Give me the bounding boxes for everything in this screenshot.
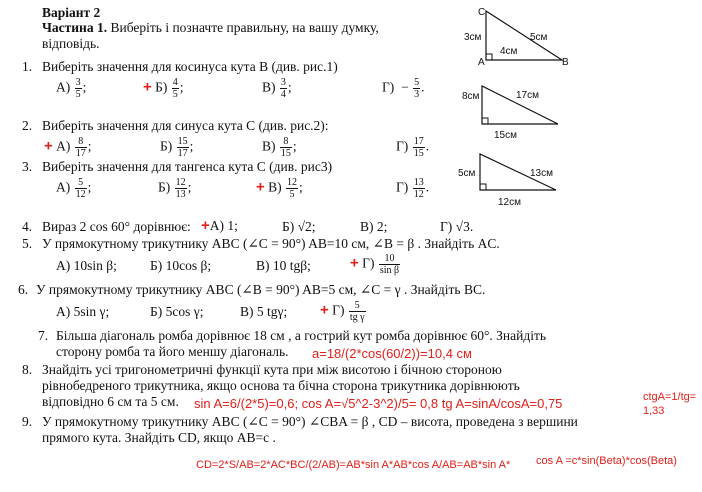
fraction: $\frac{4}{5}$	[172, 77, 178, 100]
variant-title: Варіант 2	[42, 5, 101, 20]
side-bc-label: 5см	[530, 32, 548, 43]
option-label: А)	[56, 179, 71, 195]
option-label: Г)	[362, 255, 375, 271]
option-label: А)	[56, 138, 71, 154]
q9-line2: прямого кута. Знайдіть CD, якщо AB=c .	[42, 430, 276, 445]
q1-number: 1.	[22, 59, 33, 74]
q7-answer: a=18/(2*cos(60/2))=10,4 см	[312, 346, 472, 361]
q8-number: 8.	[22, 362, 33, 377]
q9-number: 9.	[22, 414, 33, 429]
q8-answer-ctg-value: 1,33	[643, 405, 665, 417]
fraction: $\frac{3}{5}$	[75, 77, 81, 100]
q3-option-b[interactable]: Б) $\frac{12}{13}$ ;	[158, 177, 192, 200]
vertex-a-label: A	[478, 57, 485, 66]
q6-option-c[interactable]: В) 5 tgγ;	[240, 304, 288, 319]
side-ab-label: 4см	[500, 46, 518, 57]
option-label: В)	[268, 179, 282, 195]
q1-option-d[interactable]: Г) − $\frac{5}{3}$ .	[382, 77, 425, 100]
part-instructions: Виберіть і позначте правильну, на вашу думку,	[110, 20, 379, 35]
fraction: $\frac{17}{15}$	[413, 136, 424, 159]
answer-mark: +	[44, 137, 53, 155]
fraction: $\frac{12}{13}$	[175, 177, 186, 200]
fraction: $\frac{3}{4}$	[280, 77, 286, 100]
q7-line1: Більша діагональ ромба дорівнює 18 см , а гострий кут ромба дорівнює 60°. Знайдіть	[56, 328, 547, 343]
q2-option-c[interactable]: В) $\frac{8}{15}$ ;	[262, 136, 297, 159]
q1-option-b[interactable]: + Б) $\frac{4}{5}$ ;	[143, 77, 184, 100]
part-instructions-cont: відповідь.	[42, 36, 100, 51]
fraction: $\frac{15}{17}$	[177, 136, 188, 159]
q4-option-b[interactable]: Б) √2;	[282, 219, 316, 234]
side-cb-label: 17см	[516, 90, 539, 101]
part-label: Частина 1.	[42, 20, 108, 35]
q8-answer: sin A=6/(2*5)=0,6; cos A=√5^2-3^2)/5= 0,8 tg A=sinA/cosA=0,75	[194, 396, 563, 411]
q8-line3: відповідно 6 см та 5 см.	[42, 394, 179, 409]
side-cb-label: 13см	[530, 168, 553, 179]
side-ca-label: 5см	[458, 168, 476, 179]
vertex-b-label: B	[562, 57, 569, 66]
answer-mark: +	[350, 254, 359, 272]
q5-option-b[interactable]: Б) 10cos β;	[150, 258, 212, 273]
q4-option-d[interactable]: Г) √3.	[440, 219, 474, 234]
q8-line1: Знайдіть усі тригонометричні функції кута при між висотою і бічною стороною	[42, 362, 502, 377]
answer-mark: +	[320, 301, 329, 319]
option-label: Г)	[332, 302, 345, 318]
q2-number: 2.	[22, 118, 33, 133]
q5-number: 5.	[22, 236, 33, 251]
q9-line1: У прямокутному трикутнику ABC (∠C = 90°) ∠CBA = β , CD – висота, проведена з вершини	[42, 414, 578, 429]
q8-answer-ctg: ctgA=1/tg=	[643, 391, 697, 403]
option-text: А) 1;	[209, 218, 238, 233]
q6-text: У прямокутному трикутнику ABC (∠B = 90°) AB=5 см, ∠C = γ . Знайдіть BC.	[36, 282, 486, 297]
option-label: Г)	[396, 179, 409, 195]
q8-line2: рівнобедреного трикутника, якщо основа та бічна сторона трикутника дорівнюють	[42, 378, 520, 393]
option-label: А)	[56, 79, 71, 95]
q3-option-d[interactable]: Г) $\frac{13}{12}$ .	[396, 177, 430, 200]
figure-3-triangle	[456, 150, 572, 212]
q4-option-a[interactable]	[201, 218, 238, 234]
q6-option-b[interactable]: Б) 5cos γ;	[150, 304, 204, 319]
option-label: Б)	[158, 179, 171, 195]
fraction: $\frac{5}{12}$	[75, 177, 86, 200]
fraction: $\frac{5}{3}$	[414, 77, 420, 100]
side-ca-label: 8см	[462, 91, 480, 102]
q7-number: 7.	[38, 328, 49, 343]
figure-1-triangle	[462, 4, 572, 66]
q1-text: Виберіть значення для косинуса кута B (див. рис.1)	[42, 59, 338, 74]
option-label: Б)	[160, 138, 173, 154]
fraction: $\frac{10}{\text{sin β}}$	[379, 253, 400, 276]
option-label: В)	[262, 79, 276, 95]
side-ac-label: 3см	[464, 32, 482, 43]
q3-option-a[interactable]: А) $\frac{5}{12}$ ;	[56, 177, 92, 200]
q9-answer: CD=2*S/AB=2*AC*BC/(2/AB)=AB*sin A*AB*cos A/AB=AB*sin A*	[196, 459, 511, 471]
q2-option-d[interactable]: Г) $\frac{17}{15}$ .	[396, 136, 430, 159]
option-label: В)	[262, 138, 276, 154]
answer-mark: +	[201, 217, 210, 234]
minus-sign: −	[401, 79, 409, 95]
answer-mark: +	[256, 178, 265, 196]
fraction: $\frac{5}{\text{tg γ}}$	[349, 300, 365, 323]
q3-option-c[interactable]: + В) $\frac{12}{5}$ ;	[256, 177, 303, 200]
option-label: Г)	[382, 79, 395, 95]
fraction: $\frac{13}{12}$	[413, 177, 424, 200]
q2-option-b[interactable]: Б) $\frac{15}{17}$ ;	[160, 136, 194, 159]
fraction: $\frac{8}{17}$	[75, 136, 86, 159]
fraction: $\frac{12}{5}$	[287, 177, 298, 200]
vertex-c-label: C	[478, 7, 486, 18]
q6-number: 6.	[18, 282, 29, 297]
q5-option-d[interactable]	[350, 253, 401, 276]
q1-option-c[interactable]: В) $\frac{3}{4}$ ;	[262, 77, 292, 100]
part-heading	[42, 20, 379, 36]
q5-option-a[interactable]: А) 10sin β;	[56, 258, 117, 273]
option-label: Г)	[396, 138, 409, 154]
q6-option-a[interactable]: А) 5sin γ;	[56, 304, 110, 319]
answer-mark: +	[143, 78, 152, 96]
side-ab-label: 12см	[498, 197, 521, 208]
q3-number: 3.	[22, 159, 33, 174]
q7-line2: сторону ромба та його меншу діагональ.	[56, 344, 289, 359]
q4-number: 4.	[22, 219, 33, 234]
side-ab-label: 15см	[494, 130, 517, 141]
fraction: $\frac{8}{15}$	[280, 136, 291, 159]
option-label: Б)	[155, 79, 168, 95]
q5-option-c[interactable]: В) 10 tgβ;	[256, 258, 311, 273]
q3-text: Виберіть значення для тангенса кута C (див. рис3)	[42, 159, 333, 174]
q2-text: Виберіть значення для синуса кута C (див. рис.2):	[42, 118, 329, 133]
figure-2-triangle	[458, 80, 572, 142]
q6-option-d[interactable]	[320, 300, 367, 323]
q4-text: Вираз 2 cos 60° дорівнює:	[42, 219, 191, 234]
q1-option-a[interactable]: А) $\frac{3}{5}$ ;	[56, 77, 87, 100]
q5-text: У прямокутному трикутнику ABC (∠C = 90°) AB=10 см, ∠B = β . Знайдіть AC.	[42, 236, 500, 251]
q4-option-c[interactable]: В) 2;	[360, 219, 388, 234]
q2-option-a[interactable]: + А) $\frac{8}{17}$ ;	[44, 136, 92, 159]
q9-answer-tail: cos A =c*sin(Beta)*cos(Beta)	[536, 455, 677, 467]
